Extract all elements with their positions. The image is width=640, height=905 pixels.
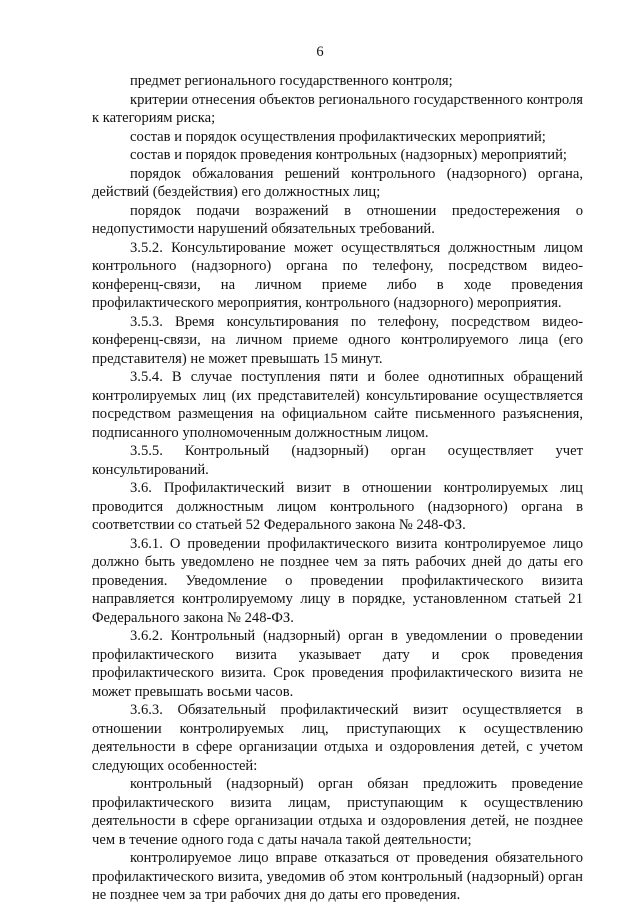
paragraph: контролируемое лицо вправе отказаться от проведения обязательного профилактического визита, уведомив об этом контрольный (надзорный) орган не позднее чем за три рабочих дня до даты его проведения. — [92, 850, 583, 903]
paragraph: контрольный (надзорный) орган обязан предложить проведение профилактического визита лицам, приступающим к осуществлению деятельности в сфере организации отдыха и оздоровления детей, не позднее чем в течение одного года с даты начала такой деятельности; — [92, 776, 583, 848]
paragraph: предмет регионального государственного контроля; — [130, 73, 453, 89]
paragraph: 3.6. Профилактический визит в отношении контролируемых лиц проводится должностным лицом контрольного (надзорного) органа в соответствии со статьей 52 Федерального закона № 248-ФЗ. — [92, 480, 583, 533]
document-body — [92, 72, 583, 905]
paragraph: 3.6.1. О проведении профилактического визита контролируемое лицо должно быть уведомлено не позднее чем за пять рабочих дней до даты его проведения. Уведомление о проведении профилактического визита направляется контролируемому лицу в порядке, установленном статьей 21 Федерального закона № 248-ФЗ. — [92, 535, 583, 626]
paragraph: 3.6.3. Обязательный профилактический визит осуществляется в отношении контролируемых лиц, приступающих к осуществлению деятельности в сфере организации отдыха и оздоровления детей, с учетом следующих особенностей: — [92, 702, 583, 774]
paragraph: порядок подачи возражений в отношении предостережения о недопустимости нарушений обязательных требований. — [92, 202, 583, 237]
paragraph: 3.6.2. Контрольный (надзорный) орган в уведомлении о проведении профилактического визита указывает дату и срок проведения профилактического визита. Срок проведения профилактического визита не может превышать восьми часов. — [92, 628, 583, 700]
paragraph: состав и порядок проведения контрольных (надзорных) мероприятий; — [130, 147, 567, 163]
paragraph: 3.5.2. Консультирование может осуществляться должностным лицом контрольного (надзорного) органа по телефону, посредством видео-конференц-связи, на личном приеме либо в ходе проведения профилактического мероприятия, контрольного (надзорного) мероприятия. — [92, 239, 583, 311]
paragraph: порядок обжалования решений контрольного (надзорного) органа, действий (бездействия) его должностных лиц; — [92, 165, 583, 200]
paragraph: 3.5.4. В случае поступления пяти и более однотипных обращений контролируемых лиц (их представителей) консультирование осуществляется посредством размещения на официальном сайте письменного разъяснения, подписанного уполномоченным должностным лицом. — [92, 369, 583, 441]
paragraph: состав и порядок осуществления профилактических мероприятий; — [130, 128, 546, 145]
paragraph: 3.5.3. Время консультирования по телефону, посредством видео-конференц-связи, на личном приеме одного контролируемого лица (его представителя) не может превышать 15 минут. — [92, 313, 583, 367]
paragraph: 3.5.5. Контрольный (надзорный) орган осуществляет учет консультирований. — [92, 443, 583, 478]
paragraph: критерии отнесения объектов регионального государственного контроля к категориям риска; — [92, 91, 583, 126]
page-number: 6 — [316, 44, 324, 60]
